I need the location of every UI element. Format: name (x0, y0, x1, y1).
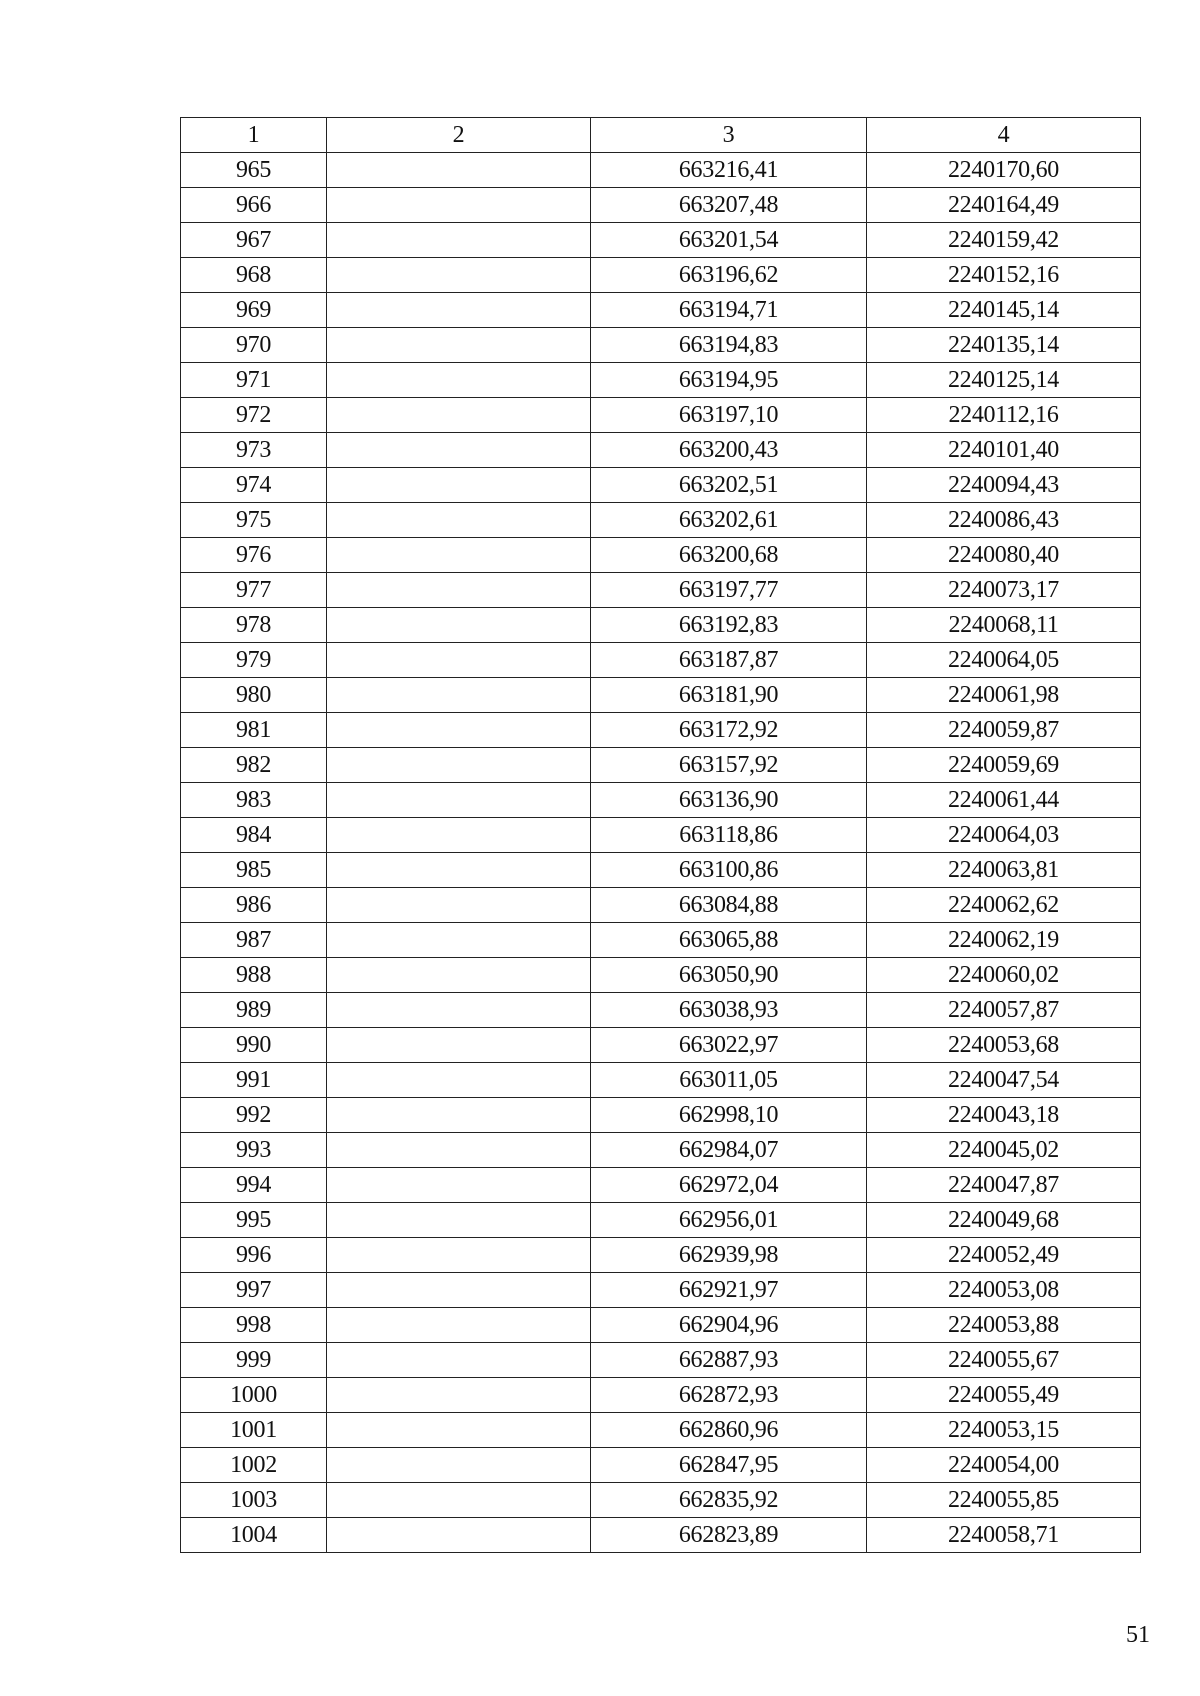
description-cell (327, 1483, 591, 1518)
description-cell (327, 1518, 591, 1553)
description-cell (327, 363, 591, 398)
y-coordinate-cell: 2240080,40 (867, 538, 1141, 573)
y-coordinate-cell: 2240047,87 (867, 1168, 1141, 1203)
point-number-cell: 994 (181, 1168, 327, 1203)
y-coordinate-cell: 2240058,71 (867, 1518, 1141, 1553)
y-coordinate-cell: 2240060,02 (867, 958, 1141, 993)
description-cell (327, 1063, 591, 1098)
table-row (181, 993, 1141, 1028)
y-coordinate-cell: 2240125,14 (867, 363, 1141, 398)
table-row (181, 188, 1141, 223)
point-number-cell: 1002 (181, 1448, 327, 1483)
description-cell (327, 678, 591, 713)
point-number-cell: 1000 (181, 1378, 327, 1413)
column-header: 1 (181, 118, 327, 153)
coordinates-table (180, 117, 1141, 1553)
description-cell (327, 1168, 591, 1203)
table-row (181, 608, 1141, 643)
y-coordinate-cell: 2240047,54 (867, 1063, 1141, 1098)
description-cell (327, 1308, 591, 1343)
table-row (181, 1308, 1141, 1343)
description-cell (327, 1378, 591, 1413)
y-coordinate-cell: 2240052,49 (867, 1238, 1141, 1273)
description-cell (327, 188, 591, 223)
x-coordinate-cell: 662823,89 (591, 1518, 867, 1553)
point-number-cell: 966 (181, 188, 327, 223)
table-body (181, 153, 1141, 1553)
x-coordinate-cell: 663118,86 (591, 818, 867, 853)
y-coordinate-cell: 2240063,81 (867, 853, 1141, 888)
table-row (181, 853, 1141, 888)
x-coordinate-cell: 663216,41 (591, 153, 867, 188)
y-coordinate-cell: 2240045,02 (867, 1133, 1141, 1168)
point-number-cell: 990 (181, 1028, 327, 1063)
table-header-row (181, 118, 1141, 153)
point-number-cell: 975 (181, 503, 327, 538)
x-coordinate-cell: 663200,68 (591, 538, 867, 573)
description-cell (327, 223, 591, 258)
table-row (181, 1238, 1141, 1273)
y-coordinate-cell: 2240164,49 (867, 188, 1141, 223)
point-number-cell: 969 (181, 293, 327, 328)
table-row (181, 468, 1141, 503)
point-number-cell: 981 (181, 713, 327, 748)
point-number-cell: 978 (181, 608, 327, 643)
description-cell (327, 818, 591, 853)
y-coordinate-cell: 2240053,08 (867, 1273, 1141, 1308)
description-cell (327, 608, 591, 643)
y-coordinate-cell: 2240053,88 (867, 1308, 1141, 1343)
y-coordinate-cell: 2240061,98 (867, 678, 1141, 713)
point-number-cell: 998 (181, 1308, 327, 1343)
y-coordinate-cell: 2240101,40 (867, 433, 1141, 468)
description-cell (327, 1028, 591, 1063)
table-row (181, 783, 1141, 818)
description-cell (327, 433, 591, 468)
description-cell (327, 328, 591, 363)
x-coordinate-cell: 662887,93 (591, 1343, 867, 1378)
x-coordinate-cell: 663197,77 (591, 573, 867, 608)
x-coordinate-cell: 662972,04 (591, 1168, 867, 1203)
table-row (181, 573, 1141, 608)
x-coordinate-cell: 663022,97 (591, 1028, 867, 1063)
description-cell (327, 1133, 591, 1168)
x-coordinate-cell: 663207,48 (591, 188, 867, 223)
x-coordinate-cell: 662847,95 (591, 1448, 867, 1483)
point-number-cell: 1004 (181, 1518, 327, 1553)
description-cell (327, 853, 591, 888)
point-number-cell: 995 (181, 1203, 327, 1238)
point-number-cell: 977 (181, 573, 327, 608)
description-cell (327, 573, 591, 608)
point-number-cell: 988 (181, 958, 327, 993)
x-coordinate-cell: 663050,90 (591, 958, 867, 993)
description-cell (327, 1448, 591, 1483)
description-cell (327, 1343, 591, 1378)
x-coordinate-cell: 663100,86 (591, 853, 867, 888)
y-coordinate-cell: 2240073,17 (867, 573, 1141, 608)
x-coordinate-cell: 663196,62 (591, 258, 867, 293)
description-cell (327, 1413, 591, 1448)
description-cell (327, 643, 591, 678)
table-row (181, 1063, 1141, 1098)
table-row (181, 1343, 1141, 1378)
x-coordinate-cell: 662904,96 (591, 1308, 867, 1343)
point-number-cell: 996 (181, 1238, 327, 1273)
y-coordinate-cell: 2240064,03 (867, 818, 1141, 853)
table-row (181, 223, 1141, 258)
y-coordinate-cell: 2240054,00 (867, 1448, 1141, 1483)
description-cell (327, 958, 591, 993)
x-coordinate-cell: 663157,92 (591, 748, 867, 783)
y-coordinate-cell: 2240064,05 (867, 643, 1141, 678)
x-coordinate-cell: 662939,98 (591, 1238, 867, 1273)
table-row (181, 398, 1141, 433)
point-number-cell: 986 (181, 888, 327, 923)
table-row (181, 1203, 1141, 1238)
y-coordinate-cell: 2240062,19 (867, 923, 1141, 958)
point-number-cell: 983 (181, 783, 327, 818)
description-cell (327, 993, 591, 1028)
description-cell (327, 538, 591, 573)
column-header: 3 (591, 118, 867, 153)
y-coordinate-cell: 2240135,14 (867, 328, 1141, 363)
description-cell (327, 258, 591, 293)
table-row (181, 1168, 1141, 1203)
y-coordinate-cell: 2240159,42 (867, 223, 1141, 258)
point-number-cell: 1003 (181, 1483, 327, 1518)
x-coordinate-cell: 663172,92 (591, 713, 867, 748)
column-header: 4 (867, 118, 1141, 153)
table-row (181, 818, 1141, 853)
x-coordinate-cell: 663194,83 (591, 328, 867, 363)
x-coordinate-cell: 663038,93 (591, 993, 867, 1028)
y-coordinate-cell: 2240068,11 (867, 608, 1141, 643)
x-coordinate-cell: 662984,07 (591, 1133, 867, 1168)
point-number-cell: 987 (181, 923, 327, 958)
table-row (181, 328, 1141, 363)
y-coordinate-cell: 2240152,16 (867, 258, 1141, 293)
y-coordinate-cell: 2240061,44 (867, 783, 1141, 818)
point-number-cell: 993 (181, 1133, 327, 1168)
y-coordinate-cell: 2240055,85 (867, 1483, 1141, 1518)
table-row (181, 1273, 1141, 1308)
x-coordinate-cell: 663202,51 (591, 468, 867, 503)
x-coordinate-cell: 663187,87 (591, 643, 867, 678)
table-row (181, 258, 1141, 293)
point-number-cell: 991 (181, 1063, 327, 1098)
point-number-cell: 971 (181, 363, 327, 398)
point-number-cell: 973 (181, 433, 327, 468)
point-number-cell: 989 (181, 993, 327, 1028)
x-coordinate-cell: 663181,90 (591, 678, 867, 713)
description-cell (327, 153, 591, 188)
x-coordinate-cell: 662998,10 (591, 1098, 867, 1133)
x-coordinate-cell: 662956,01 (591, 1203, 867, 1238)
table-row (181, 1133, 1141, 1168)
table-row (181, 363, 1141, 398)
x-coordinate-cell: 662835,92 (591, 1483, 867, 1518)
point-number-cell: 967 (181, 223, 327, 258)
description-cell (327, 713, 591, 748)
y-coordinate-cell: 2240145,14 (867, 293, 1141, 328)
table-row (181, 293, 1141, 328)
table-row (181, 433, 1141, 468)
table-row (181, 748, 1141, 783)
point-number-cell: 965 (181, 153, 327, 188)
point-number-cell: 974 (181, 468, 327, 503)
x-coordinate-cell: 662872,93 (591, 1378, 867, 1413)
point-number-cell: 970 (181, 328, 327, 363)
x-coordinate-cell: 662860,96 (591, 1413, 867, 1448)
x-coordinate-cell: 662921,97 (591, 1273, 867, 1308)
x-coordinate-cell: 663084,88 (591, 888, 867, 923)
table-row (181, 538, 1141, 573)
x-coordinate-cell: 663065,88 (591, 923, 867, 958)
table-row (181, 503, 1141, 538)
description-cell (327, 503, 591, 538)
point-number-cell: 980 (181, 678, 327, 713)
description-cell (327, 1273, 591, 1308)
y-coordinate-cell: 2240055,67 (867, 1343, 1141, 1378)
y-coordinate-cell: 2240053,15 (867, 1413, 1141, 1448)
table-row (181, 888, 1141, 923)
description-cell (327, 1098, 591, 1133)
description-cell (327, 1238, 591, 1273)
y-coordinate-cell: 2240059,87 (867, 713, 1141, 748)
table-row (181, 643, 1141, 678)
point-number-cell: 992 (181, 1098, 327, 1133)
description-cell (327, 888, 591, 923)
table-row (181, 1483, 1141, 1518)
x-coordinate-cell: 663136,90 (591, 783, 867, 818)
table-row (181, 678, 1141, 713)
description-cell (327, 923, 591, 958)
point-number-cell: 1001 (181, 1413, 327, 1448)
y-coordinate-cell: 2240055,49 (867, 1378, 1141, 1413)
table-row (181, 713, 1141, 748)
y-coordinate-cell: 2240112,16 (867, 398, 1141, 433)
table-row (181, 1098, 1141, 1133)
y-coordinate-cell: 2240170,60 (867, 153, 1141, 188)
table-row (181, 1028, 1141, 1063)
x-coordinate-cell: 663201,54 (591, 223, 867, 258)
description-cell (327, 783, 591, 818)
table-row (181, 1518, 1141, 1553)
point-number-cell: 972 (181, 398, 327, 433)
page-number: 51 (1126, 1622, 1150, 1648)
point-number-cell: 968 (181, 258, 327, 293)
y-coordinate-cell: 2240059,69 (867, 748, 1141, 783)
y-coordinate-cell: 2240086,43 (867, 503, 1141, 538)
description-cell (327, 293, 591, 328)
table-row (181, 1378, 1141, 1413)
table-row (181, 958, 1141, 993)
y-coordinate-cell: 2240094,43 (867, 468, 1141, 503)
x-coordinate-cell: 663202,61 (591, 503, 867, 538)
x-coordinate-cell: 663200,43 (591, 433, 867, 468)
table-row (181, 1448, 1141, 1483)
table-row (181, 1413, 1141, 1448)
y-coordinate-cell: 2240049,68 (867, 1203, 1141, 1238)
point-number-cell: 984 (181, 818, 327, 853)
y-coordinate-cell: 2240043,18 (867, 1098, 1141, 1133)
x-coordinate-cell: 663194,95 (591, 363, 867, 398)
y-coordinate-cell: 2240057,87 (867, 993, 1141, 1028)
y-coordinate-cell: 2240053,68 (867, 1028, 1141, 1063)
x-coordinate-cell: 663192,83 (591, 608, 867, 643)
description-cell (327, 468, 591, 503)
point-number-cell: 985 (181, 853, 327, 888)
point-number-cell: 997 (181, 1273, 327, 1308)
column-header: 2 (327, 118, 591, 153)
description-cell (327, 1203, 591, 1238)
description-cell (327, 398, 591, 433)
x-coordinate-cell: 663197,10 (591, 398, 867, 433)
x-coordinate-cell: 663194,71 (591, 293, 867, 328)
point-number-cell: 982 (181, 748, 327, 783)
y-coordinate-cell: 2240062,62 (867, 888, 1141, 923)
description-cell (327, 748, 591, 783)
point-number-cell: 979 (181, 643, 327, 678)
table-row (181, 153, 1141, 188)
table-row (181, 923, 1141, 958)
point-number-cell: 976 (181, 538, 327, 573)
x-coordinate-cell: 663011,05 (591, 1063, 867, 1098)
point-number-cell: 999 (181, 1343, 327, 1378)
